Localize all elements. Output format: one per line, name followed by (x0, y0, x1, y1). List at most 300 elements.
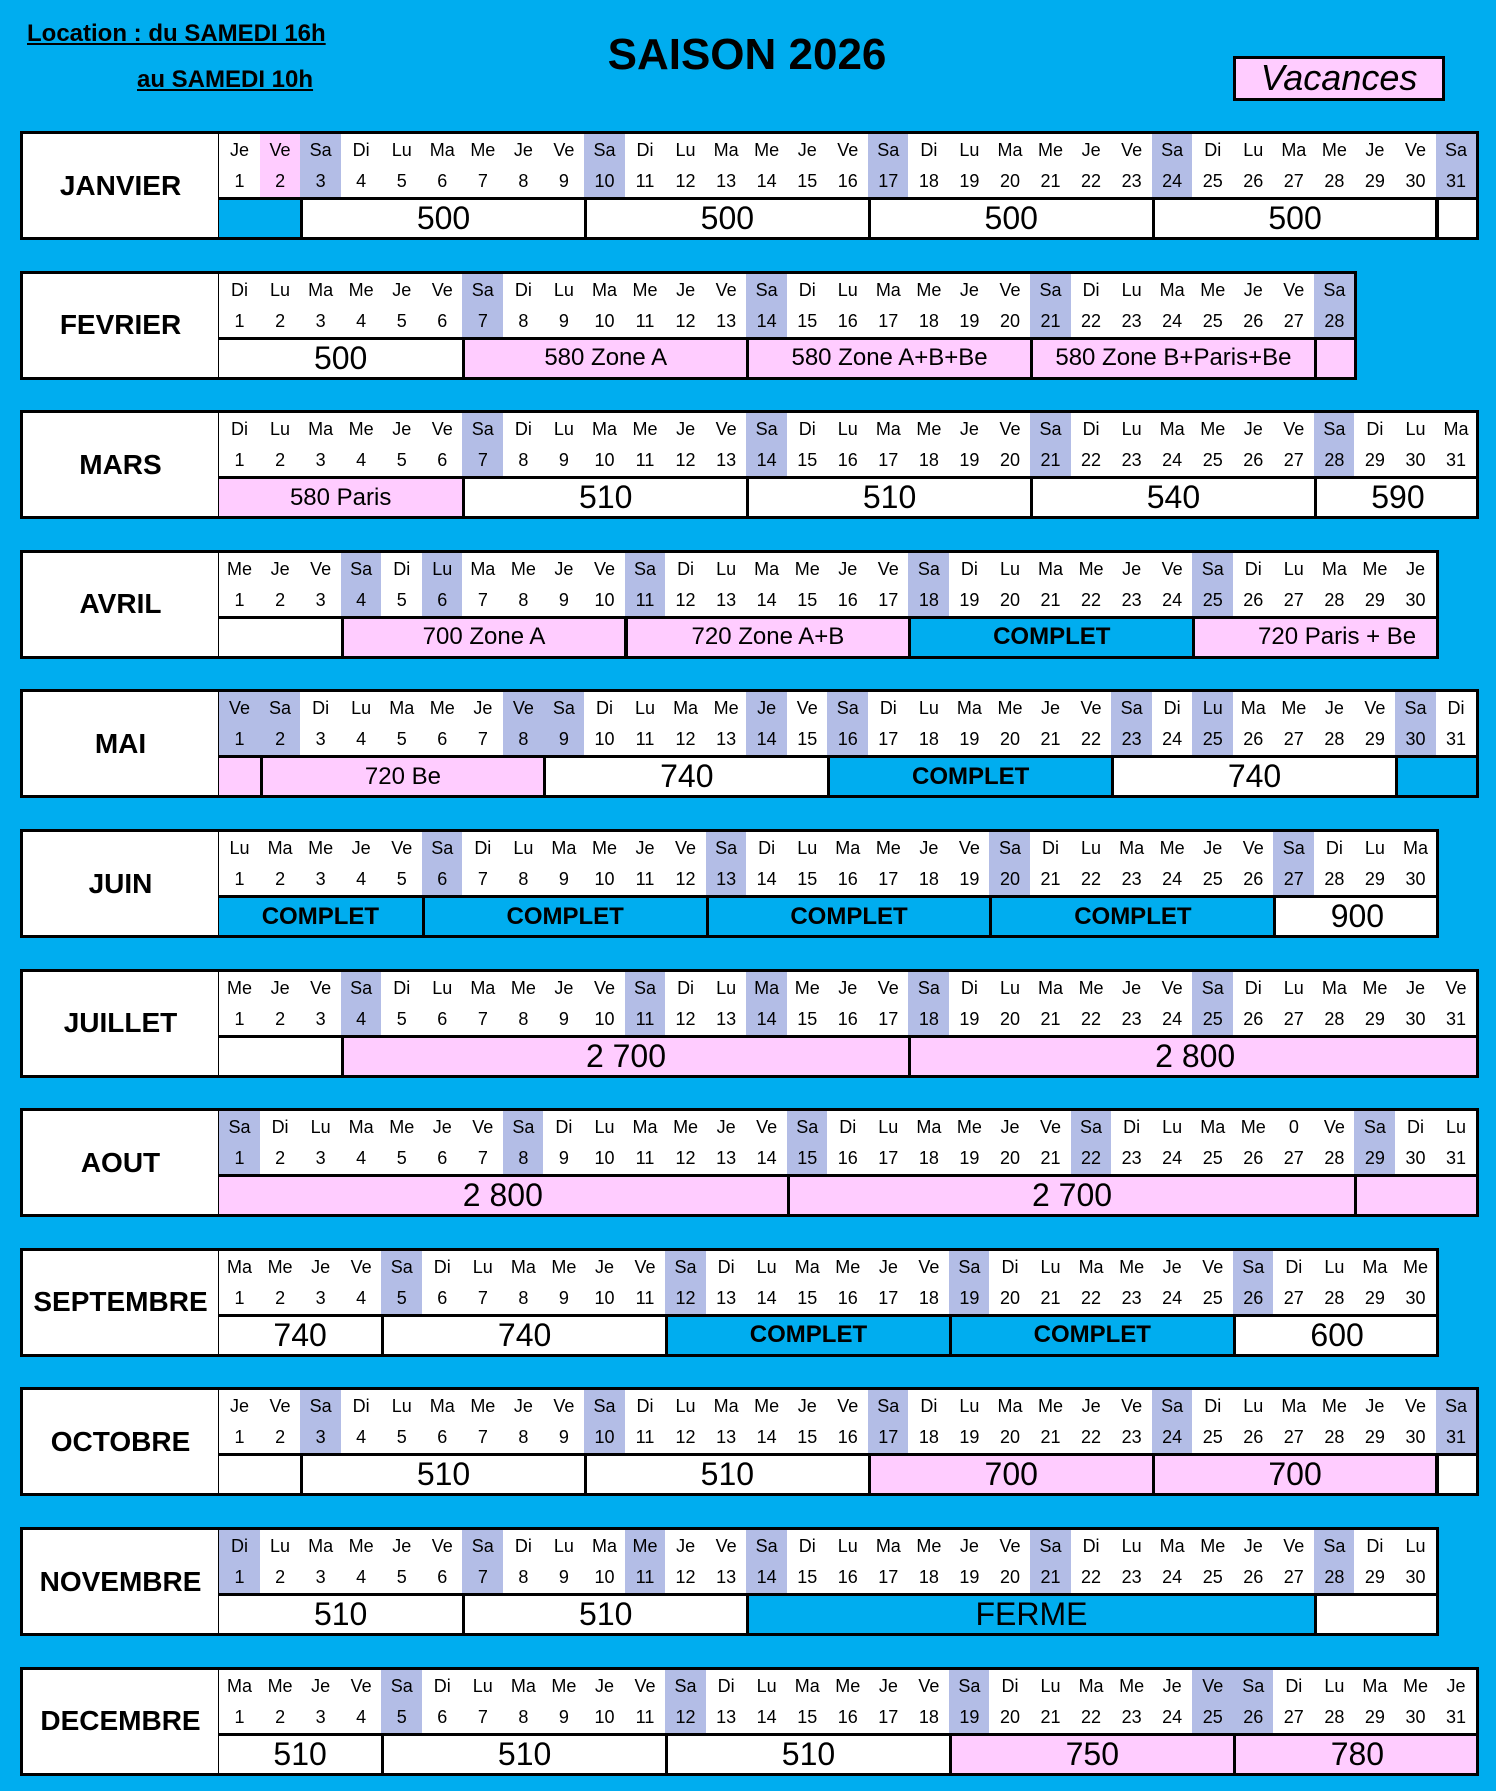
day-cell (1354, 1670, 1395, 1733)
day-cell (1071, 972, 1112, 1035)
day-name: Me (348, 1536, 374, 1556)
day-cell (1436, 692, 1477, 755)
day-cell (1354, 972, 1395, 1035)
day-name: Me (916, 419, 942, 440)
day-name: Ve (715, 279, 737, 300)
day-number: 23 (1121, 1427, 1142, 1448)
day-number: 1 (234, 869, 245, 889)
day-name: Lu (553, 1536, 574, 1556)
day-name: Sa (1161, 140, 1184, 160)
day-number: 26 (1243, 729, 1264, 750)
day-number: 3 (315, 310, 326, 331)
day-number: 27 (1283, 310, 1304, 331)
day-name: Je (878, 1675, 898, 1696)
day-number: 22 (1081, 310, 1102, 331)
price-segment: 2 800 (219, 1174, 787, 1214)
day-cell (462, 553, 503, 616)
day-cell (827, 553, 868, 616)
day-cell (908, 134, 949, 197)
day-cell (1071, 274, 1112, 337)
day-name: Lu (837, 1536, 858, 1556)
day-name: Me (916, 279, 942, 300)
day-cell (503, 972, 544, 1035)
price-segment: 720 Paris + Be (1192, 616, 1438, 656)
day-number: 6 (437, 729, 448, 750)
day-name: Ma (1038, 977, 1064, 998)
day-cell (219, 832, 260, 895)
day-cell (1071, 1390, 1112, 1453)
day-name: Lu (391, 1396, 412, 1417)
day-cell (381, 1390, 422, 1453)
day-cell (1395, 1251, 1436, 1314)
day-name: Ve (1445, 977, 1467, 998)
day-name: Je (513, 1396, 533, 1417)
day-cell (1354, 1251, 1395, 1314)
month-name: AOUT (20, 1108, 221, 1217)
day-name: Lu (1324, 1256, 1345, 1277)
day-number: 9 (558, 1706, 569, 1727)
day-name: Je (554, 977, 574, 998)
day-number: 18 (918, 729, 939, 750)
day-number: 30 (1405, 869, 1426, 889)
day-cell (422, 1111, 463, 1174)
day-cell (1030, 553, 1071, 616)
day-cell (543, 274, 584, 337)
day-name: Ve (1283, 1536, 1305, 1556)
day-number: 7 (477, 450, 488, 471)
day-cell (787, 1251, 828, 1314)
day-number: 17 (878, 729, 899, 750)
day-name: Je (311, 1256, 331, 1277)
day-number: 5 (396, 1287, 407, 1308)
day-cell (462, 972, 503, 1035)
day-cell (746, 274, 787, 337)
day-cell (1314, 692, 1355, 755)
price-segment (1314, 337, 1358, 377)
day-cell (300, 553, 341, 616)
day-cell (989, 553, 1030, 616)
day-cell (787, 1530, 828, 1593)
day-number: 6 (437, 1008, 448, 1029)
day-number: 24 (1162, 869, 1183, 889)
day-number: 12 (675, 729, 696, 750)
day-name: Ma (308, 1536, 334, 1556)
day-cell (300, 1390, 341, 1453)
day-number: 13 (716, 1706, 737, 1727)
day-number: 26 (1243, 1008, 1264, 1029)
price-segment: COMPLET (949, 1314, 1233, 1354)
day-number: 19 (959, 1706, 980, 1727)
day-number: 11 (635, 1706, 655, 1727)
day-cell (1111, 1390, 1152, 1453)
day-number: 26 (1243, 1427, 1264, 1448)
day-cell (1152, 274, 1193, 337)
day-cell (260, 553, 301, 616)
day-cell (1152, 1670, 1193, 1733)
day-number: 28 (1324, 310, 1345, 331)
day-number: 1 (234, 171, 245, 191)
day-cell (1395, 134, 1436, 197)
day-name: Sa (1323, 1536, 1346, 1556)
day-name: Ve (269, 1396, 291, 1417)
day-name: Je (554, 558, 574, 579)
day-cell (1071, 413, 1112, 476)
day-cell (1273, 1390, 1314, 1453)
day-number: 23 (1121, 869, 1142, 889)
day-cell (1030, 1111, 1071, 1174)
day-cell (462, 413, 503, 476)
day-name: Ma (713, 140, 739, 160)
day-name: Ve (1323, 1117, 1345, 1138)
day-cell (949, 1390, 990, 1453)
day-number: 11 (635, 450, 655, 471)
day-name: Je (838, 558, 858, 579)
day-name: Me (1362, 558, 1388, 579)
day-cell (1152, 1390, 1193, 1453)
day-name: Di (920, 1396, 938, 1417)
day-number: 26 (1243, 1287, 1264, 1308)
day-cell (1395, 972, 1436, 1035)
day-name: Di (798, 279, 816, 300)
day-cell (1152, 972, 1193, 1035)
day-number: 5 (396, 1427, 407, 1448)
month-name: NOVEMBRE (20, 1527, 221, 1636)
day-number: 3 (315, 869, 326, 889)
day-cell (422, 134, 463, 197)
day-number: 6 (437, 310, 448, 331)
day-number: 8 (518, 1008, 529, 1029)
day-number: 18 (918, 869, 939, 889)
day-name: Me (510, 558, 536, 579)
day-name: Lu (635, 698, 656, 719)
day-cell (1395, 1530, 1436, 1593)
day-cell (1152, 413, 1193, 476)
day-number: 22 (1081, 450, 1102, 471)
day-number: 21 (1040, 1148, 1061, 1169)
day-cell (300, 274, 341, 337)
month-name: JUIN (20, 829, 221, 938)
day-name: Sa (1161, 1396, 1184, 1417)
day-cell (1192, 1251, 1233, 1314)
day-cell (868, 832, 909, 895)
day-name: Ma (875, 1536, 901, 1556)
day-name: Sa (755, 279, 778, 300)
day-cell (1354, 134, 1395, 197)
day-name: Ve (1161, 977, 1183, 998)
day-cell (665, 553, 706, 616)
day-number: 14 (756, 450, 777, 471)
day-number: 31 (1446, 1008, 1467, 1029)
day-name: Sa (552, 698, 575, 719)
day-cell (1192, 1530, 1233, 1593)
day-name: Ve (472, 1117, 494, 1138)
day-name: Di (514, 419, 532, 440)
day-cell (1314, 1670, 1355, 1733)
day-number: 16 (837, 589, 858, 610)
day-cell (1152, 832, 1193, 895)
day-cell (1395, 413, 1436, 476)
day-number: 11 (635, 171, 655, 191)
day-name: Ve (918, 1256, 940, 1277)
day-number: 27 (1283, 729, 1304, 750)
day-cell (422, 972, 463, 1035)
day-name: Me (1402, 1675, 1428, 1696)
day-number: 1 (234, 1008, 245, 1029)
price-segment: 510 (219, 1593, 462, 1633)
day-number: 13 (716, 1008, 737, 1029)
day-cell (1111, 134, 1152, 197)
day-cell (1152, 134, 1193, 197)
day-number: 29 (1364, 171, 1385, 191)
day-cell (1111, 832, 1152, 895)
day-number: 3 (315, 171, 326, 191)
day-name: Je (1081, 140, 1101, 160)
day-cell (462, 1111, 503, 1174)
day-name: Ve (1404, 1396, 1426, 1417)
month-grid (219, 271, 1357, 380)
day-name: Sa (1242, 1675, 1265, 1696)
day-number: 17 (878, 1148, 899, 1169)
day-name: Sa (228, 1117, 251, 1138)
day-cell (1314, 1390, 1355, 1453)
day-number: 7 (477, 1567, 488, 1587)
price-segment: 720 Be (260, 755, 544, 795)
day-name: Ma (835, 838, 861, 858)
day-number: 17 (878, 310, 899, 331)
day-number: 18 (918, 1287, 939, 1308)
day-number: 30 (1405, 450, 1426, 471)
day-cell (1152, 553, 1193, 616)
day-name: Me (551, 1256, 577, 1277)
day-name: Ve (431, 419, 453, 440)
day-cell (584, 1111, 625, 1174)
day-cell (1192, 1111, 1233, 1174)
day-number: 12 (675, 1706, 696, 1727)
day-cell (706, 553, 747, 616)
day-number: 27 (1283, 1427, 1304, 1448)
day-number: 22 (1081, 1427, 1102, 1448)
day-name: Ve (958, 838, 980, 858)
day-name: Lu (472, 1675, 493, 1696)
day-name: Je (513, 140, 533, 160)
day-cell (300, 692, 341, 755)
day-name: Je (959, 1536, 979, 1556)
day-name: Sa (1080, 1117, 1103, 1138)
day-name: Sa (674, 1256, 697, 1277)
day-number: 30 (1405, 1008, 1426, 1029)
day-cell (908, 972, 949, 1035)
day-cell (1233, 274, 1274, 337)
day-cell (300, 413, 341, 476)
day-number: 21 (1040, 729, 1061, 750)
day-number: 26 (1243, 310, 1264, 331)
day-cell (625, 832, 666, 895)
day-number: 13 (716, 1427, 737, 1448)
day-cell (1314, 832, 1355, 895)
day-name: Ma (713, 1396, 739, 1417)
day-number: 7 (477, 310, 488, 331)
day-number: 23 (1121, 1008, 1142, 1029)
day-cell (665, 274, 706, 337)
month-name: OCTOBRE (20, 1387, 221, 1496)
day-cell (260, 692, 301, 755)
day-name: Ma (510, 1256, 536, 1277)
day-name: Me (1038, 140, 1064, 160)
day-cell (949, 1251, 990, 1314)
day-cell (868, 1251, 909, 1314)
day-name: Ve (269, 140, 291, 160)
day-name: Lu (1121, 1536, 1142, 1556)
day-name: Lu (1040, 1256, 1061, 1277)
day-number: 13 (716, 171, 737, 191)
day-cell (1030, 1390, 1071, 1453)
day-cell (868, 972, 909, 1035)
day-cell (868, 1530, 909, 1593)
day-cell (381, 134, 422, 197)
day-number: 15 (797, 450, 818, 471)
day-number: 21 (1040, 1706, 1061, 1727)
day-number: 23 (1121, 589, 1142, 610)
day-name: Di (433, 1256, 451, 1277)
day-name: Sa (958, 1256, 981, 1277)
day-cell (260, 1111, 301, 1174)
day-number: 20 (999, 310, 1020, 331)
day-cell (746, 692, 787, 755)
day-name: Je (1203, 838, 1223, 858)
day-name: Ve (634, 1256, 656, 1277)
day-number: 4 (356, 1287, 367, 1308)
day-number: 3 (315, 1427, 326, 1448)
day-number: 10 (594, 729, 615, 750)
day-number: 4 (356, 1706, 367, 1727)
day-number: 25 (1202, 171, 1223, 191)
day-cell (381, 413, 422, 476)
day-cell (1192, 553, 1233, 616)
day-number: 29 (1364, 1008, 1385, 1029)
day-number: 17 (878, 171, 899, 191)
day-name: Di (1285, 1256, 1303, 1277)
day-cell (989, 972, 1030, 1035)
price-segment: FERME (746, 1593, 1314, 1633)
day-name: Di (514, 1536, 532, 1556)
day-cell (1111, 553, 1152, 616)
day-cell (1111, 413, 1152, 476)
day-cell (989, 832, 1030, 895)
day-number: 12 (675, 450, 696, 471)
day-cell (706, 832, 747, 895)
price-segment (219, 616, 341, 656)
day-name: Ma (429, 140, 455, 160)
day-cell (1071, 692, 1112, 755)
day-cell (949, 553, 990, 616)
price-segment: 500 (868, 197, 1152, 237)
day-name: Me (267, 1675, 293, 1696)
day-name: Ve (877, 977, 899, 998)
price-segment: 2 700 (787, 1174, 1355, 1214)
day-name: Di (798, 419, 816, 440)
day-cell (827, 1670, 868, 1733)
day-number: 21 (1040, 1567, 1061, 1587)
price-segment: COMPLET (827, 755, 1111, 795)
day-number: 14 (756, 171, 777, 191)
day-cell (706, 1390, 747, 1453)
day-name: Sa (1323, 419, 1346, 440)
day-name: Me (835, 1675, 861, 1696)
day-number: 28 (1324, 1148, 1345, 1169)
day-name: Sa (917, 977, 940, 998)
day-name: Sa (309, 1396, 332, 1417)
day-number: 27 (1283, 1008, 1304, 1029)
day-cell (1030, 692, 1071, 755)
day-number: 1 (234, 1427, 245, 1448)
day-number: 28 (1324, 1567, 1345, 1587)
day-cell (543, 413, 584, 476)
day-cell (1233, 1251, 1274, 1314)
day-number: 20 (999, 1287, 1020, 1308)
day-number: 26 (1243, 1567, 1264, 1587)
day-number: 11 (635, 1008, 655, 1029)
day-number: 29 (1364, 450, 1385, 471)
day-cell (381, 1670, 422, 1733)
day-number: 8 (518, 589, 529, 610)
day-name: Di (1366, 419, 1384, 440)
price-segment: COMPLET (908, 616, 1192, 656)
day-number: 17 (878, 450, 899, 471)
day-name: Me (267, 1256, 293, 1277)
day-name: Ma (997, 140, 1023, 160)
day-number: 27 (1283, 869, 1304, 889)
day-name: Lu (432, 558, 453, 579)
day-cell (746, 1530, 787, 1593)
day-name: Sa (1120, 698, 1143, 719)
day-number: 21 (1040, 1427, 1061, 1448)
day-name: Je (270, 977, 290, 998)
day-name: Je (392, 1536, 412, 1556)
day-cell (341, 692, 382, 755)
day-name: Ve (796, 698, 818, 719)
day-number: 5 (396, 1008, 407, 1029)
day-name: Me (1119, 1256, 1145, 1277)
day-name: Lu (959, 140, 980, 160)
day-name: Me (997, 698, 1023, 719)
month-grid (219, 1387, 1479, 1496)
price-segment: 580 Zone A+B+Be (746, 337, 1030, 377)
day-number: 27 (1283, 171, 1304, 191)
day-cell (584, 1390, 625, 1453)
day-number: 5 (396, 450, 407, 471)
day-cell (1354, 1111, 1395, 1174)
day-name: Ve (431, 1536, 453, 1556)
day-name: Sa (836, 698, 859, 719)
day-name: Di (758, 838, 776, 858)
day-number: 16 (837, 869, 858, 889)
day-number: 10 (594, 1287, 615, 1308)
day-cell (706, 1530, 747, 1593)
day-name: Je (392, 419, 412, 440)
price-segment: 510 (665, 1733, 949, 1773)
day-cell (1273, 1111, 1314, 1174)
day-number: 29 (1364, 1427, 1385, 1448)
price-segment: 510 (746, 476, 1030, 516)
day-name: Di (1042, 838, 1060, 858)
day-number: 23 (1121, 450, 1142, 471)
day-number: 24 (1162, 450, 1183, 471)
day-name: Ve (999, 419, 1021, 440)
location-line-2: au SAMEDI 10h (137, 66, 314, 93)
day-cell (584, 1670, 625, 1733)
day-cell (1071, 134, 1112, 197)
day-name: Ma (591, 279, 617, 300)
